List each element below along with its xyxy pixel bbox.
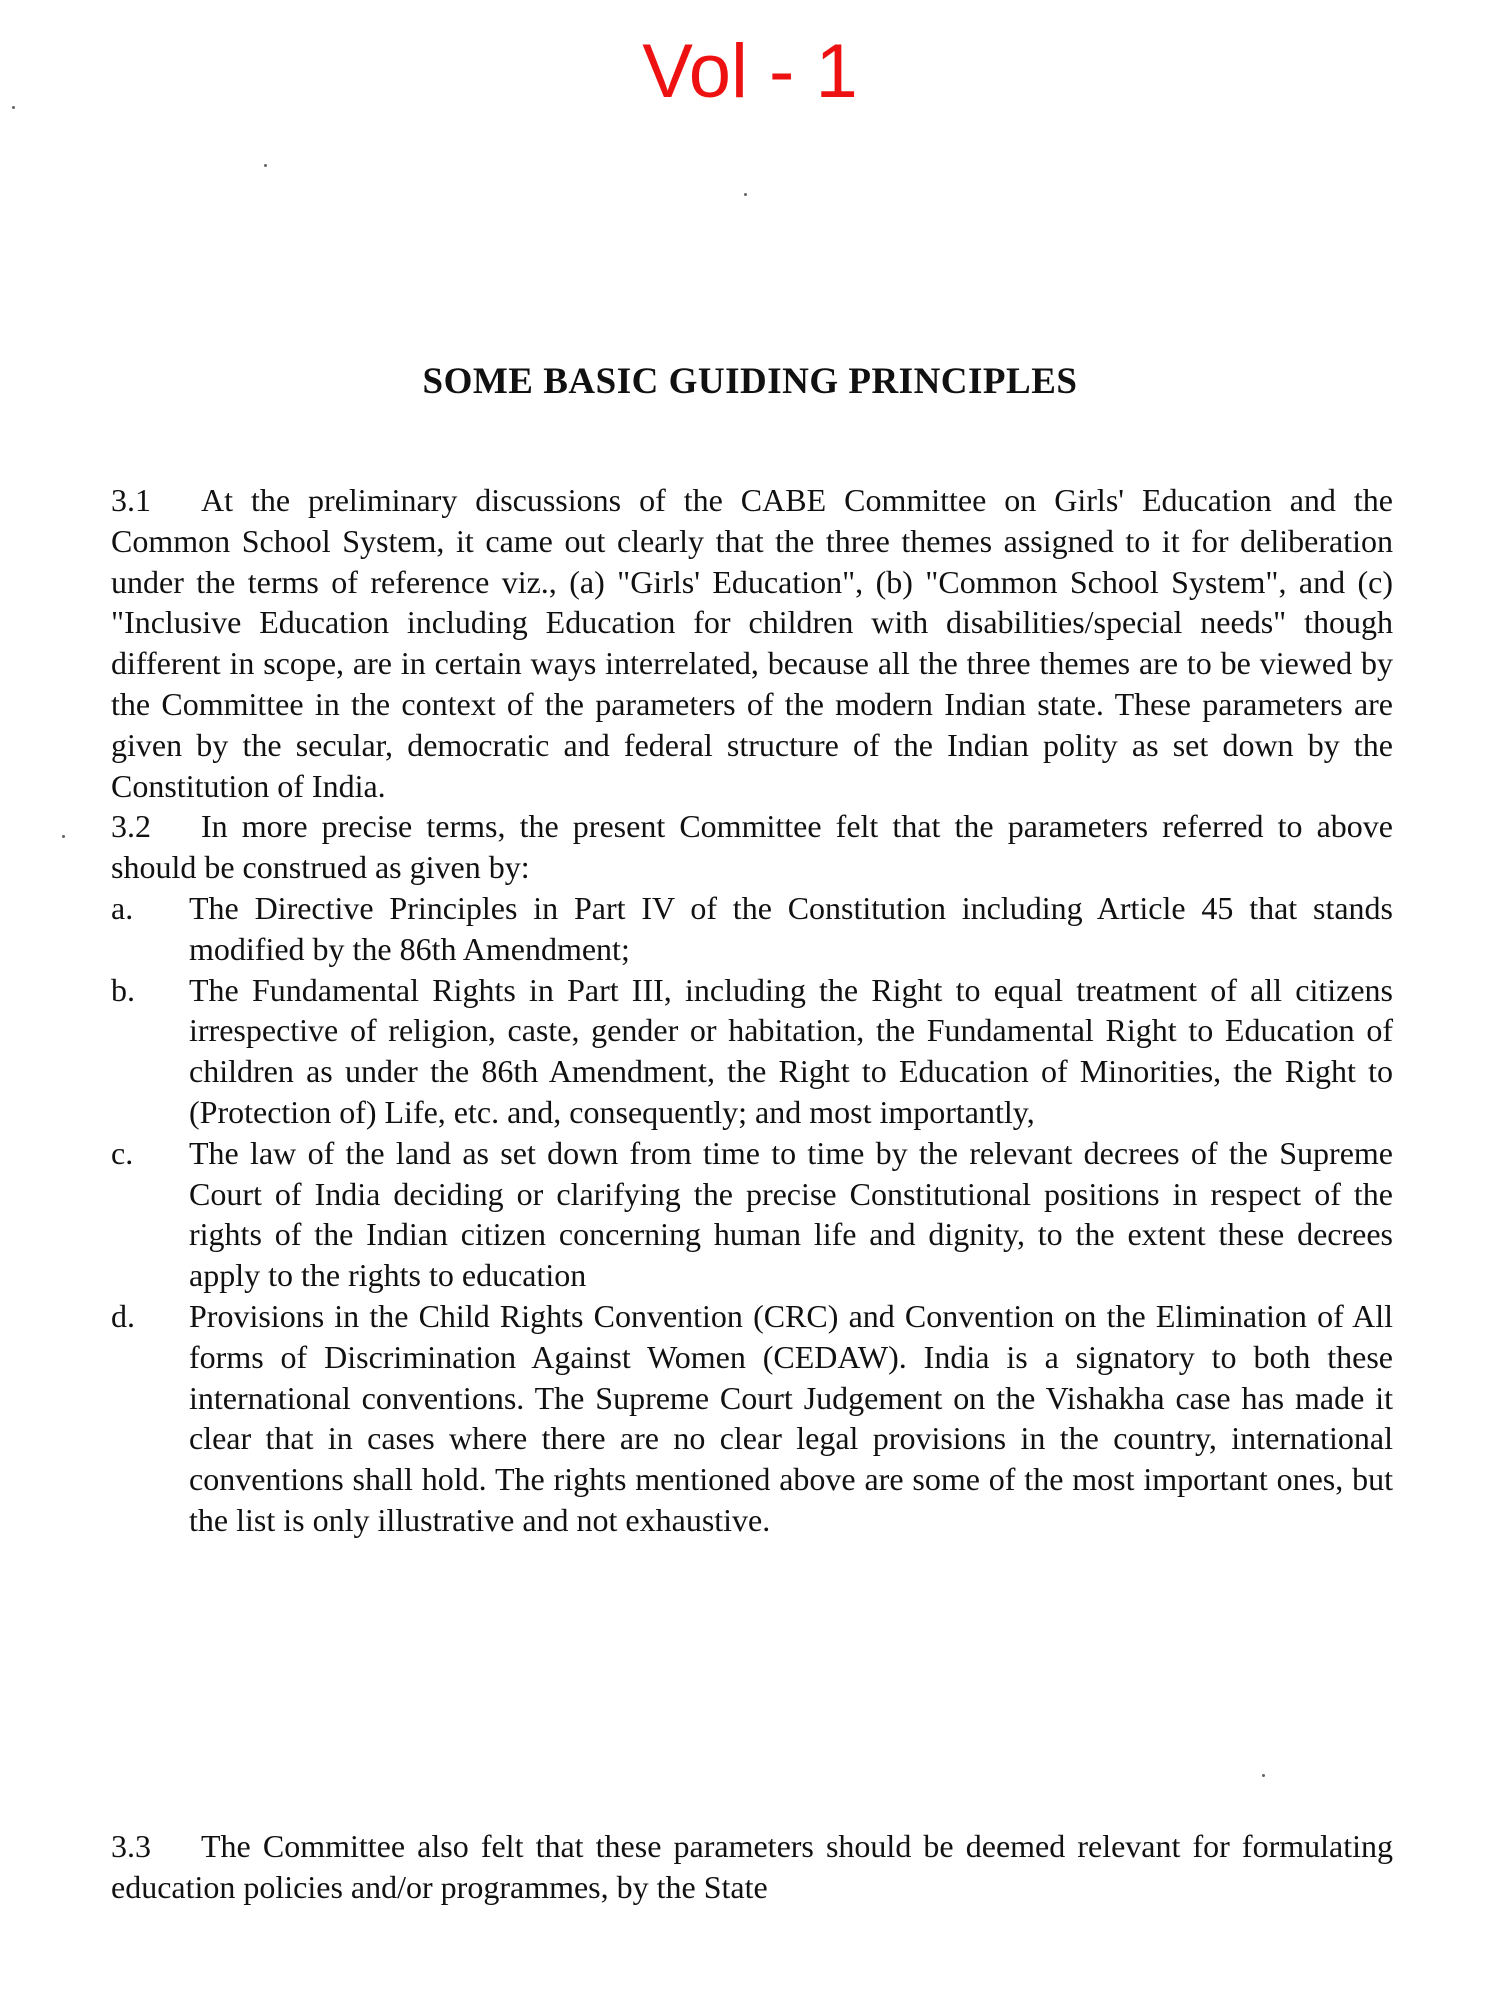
list-item-text: The Directive Principles in Part IV of the Constitution including Article 45 that stands modified by the 86th Amendment; [189, 889, 1393, 967]
section-heading: SOME BASIC GUIDING PRINCIPLES [422, 361, 1078, 402]
paragraph-number: 3.1 [111, 482, 151, 518]
list-item-a [111, 888, 1393, 970]
list-item-text: The law of the land as set down from time to time by the relevant decrees of the Supreme Court of India deciding or clarifying the precise Constitutional positions in respect of the rights of the Indian citizen concerning human life and dignity, to the extent these decrees apply to the rights to education [189, 1134, 1393, 1294]
list-item-text: The Fundamental Rights in Part III, including the Right to equal treatment of all citizens irrespective of religion, caste, gender or habitation, the Fundamental Right to Education of children as under the 86th Amendment, the Right to Education of Minorities, the Right to (Protection of) Life, etc. and, consequently; and most importantly, [189, 971, 1393, 1130]
scan-speck [1262, 1774, 1265, 1777]
paragraph-text: At the preliminary discussions of the CABE Committee on Girls' Education and the Common School System, it came out clearly that the three themes assigned to it for deliberation under the terms of reference viz., (a) "Girls' Education", (b) "Common School System", and (c) "Inclusive Education including Education for children with disabilities/special needs" though different in scope, are in certain ways interrelated, because all the three themes are to be viewed by the Committee in the context of the parameters of the modern Indian state. These parameters are given by the secular, democratic and federal structure of the Indian polity as set down by the Constitution of India. [111, 482, 1393, 804]
paragraph-text: In more precise terms, the present Committee felt that the parameters referred to above should be construed as given by: [111, 808, 1393, 886]
paragraph-3-3 [111, 1826, 1393, 1908]
list-item-c [111, 1133, 1393, 1296]
list-item-letter: c. [111, 1134, 134, 1171]
list-item-b [111, 970, 1393, 1133]
list-item-letter: b. [111, 971, 135, 1008]
volume-label: Vol - 1 [642, 29, 858, 114]
paragraph-number: 3.3 [111, 1828, 151, 1864]
list-item-letter: d. [111, 1297, 135, 1334]
list-item-d [111, 1296, 1393, 1541]
scan-speck [744, 193, 747, 196]
paragraph-text: The Committee also felt that these parameters should be deemed relevant for formulating education policies and/or programmes, by the State [111, 1828, 1393, 1905]
paragraph-number: 3.2 [111, 808, 151, 845]
scan-speck [12, 106, 15, 109]
scan-speck [62, 835, 65, 838]
list-item-letter: a. [111, 889, 134, 926]
paragraph-3-1 [111, 480, 1393, 806]
paragraph-3-2 [111, 806, 1393, 888]
main-body [111, 480, 1393, 1541]
list-item-text: Provisions in the Child Rights Convention (CRC) and Convention on the Elimination of All forms of Discrimination Against Women (CEDAW). India is a signatory to both these international conventions. The Supreme Court Judgement on the Vishakha case has made it clear that in cases where there are no clear legal provisions in the country, international conventions shall hold. The rights mentioned above are some of the most important ones, but the list is only illustrative and not exhaustive. [189, 1297, 1393, 1538]
scan-speck [264, 164, 267, 167]
